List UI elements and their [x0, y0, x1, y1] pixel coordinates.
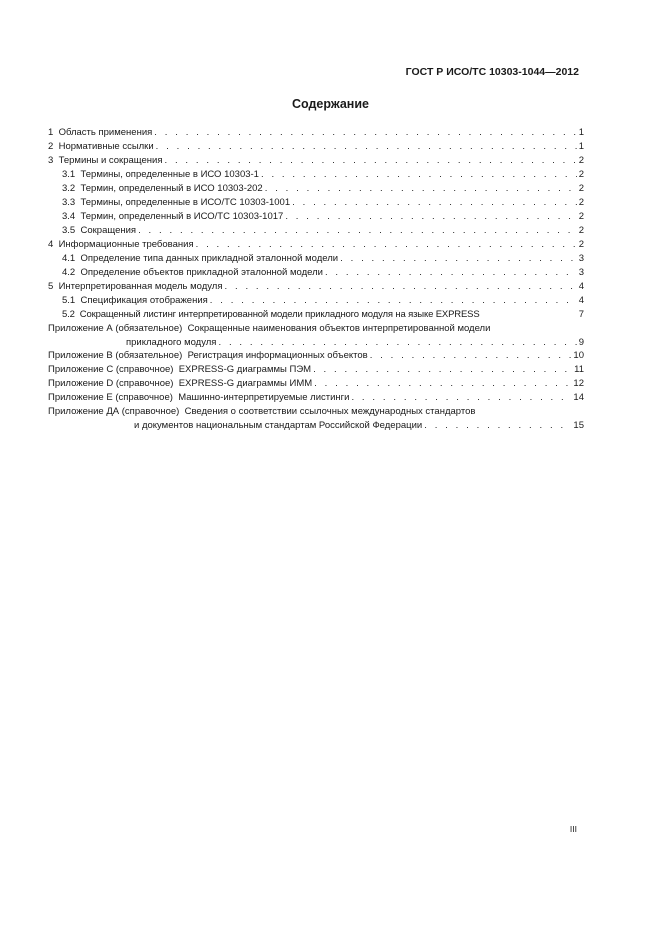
annex-heading: Приложение D (справочное) — [48, 378, 174, 389]
toc-entry-page: 1 — [578, 127, 584, 138]
toc-entry-number: 2 — [48, 141, 54, 152]
toc-entry-title: Термины, определенные в ИСО 10303-1 — [80, 169, 259, 180]
dot-leader — [370, 349, 572, 363]
dot-leader — [225, 280, 577, 294]
toc-entry-title: Термин, определенный в ИСО 10303-202 — [80, 183, 263, 194]
toc-entry-title: Определение объектов прикладной эталонной модели — [80, 267, 323, 278]
dot-leader — [218, 336, 576, 349]
toc-entry-number: 4.1 — [62, 253, 76, 264]
dot-leader — [156, 140, 577, 154]
toc-entry[interactable] — [48, 182, 584, 196]
toc-entry-page: 11 — [574, 364, 584, 375]
dot-leader — [314, 377, 571, 391]
toc-entry-page: 2 — [578, 211, 584, 222]
toc-entry-page: 15 — [573, 420, 584, 431]
toc-entry-page: 2 — [578, 169, 584, 180]
toc-entry-title: Сокращения — [80, 225, 137, 236]
toc-entry-number: 3.3 — [62, 197, 76, 208]
page-title: Содержание — [291, 97, 369, 111]
dot-leader — [164, 154, 576, 168]
toc-entry-page: 4 — [578, 281, 584, 292]
toc-entry-title: Нормативные ссылки — [58, 141, 154, 152]
toc-entry-title: Информационные требования — [58, 239, 194, 250]
toc-entry[interactable] — [48, 168, 584, 182]
annex-heading: Приложение С (справочное) — [48, 364, 174, 375]
toc-entry-page: 2 — [578, 155, 584, 166]
toc-entry-page: 4 — [578, 295, 584, 306]
annex-title: Сведения о соответствии ссылочных международных стандартов — [184, 406, 476, 417]
toc-entry-title: Термин, определенный в ИСО/ТС 10303-1017 — [80, 211, 284, 222]
annex-title: EXPRESS-G диаграммы ПЭМ — [178, 364, 312, 375]
toc-entry-title: Спецификация отображения — [80, 295, 208, 306]
dot-leader — [138, 224, 577, 238]
toc-entry[interactable] — [48, 308, 584, 322]
toc-entry[interactable] — [48, 252, 584, 266]
toc-entry-page: 2 — [578, 239, 584, 250]
toc-entry[interactable] — [48, 140, 584, 154]
annex-title-continued: прикладного модуля — [126, 337, 217, 348]
toc-entry-page: 2 — [578, 197, 584, 208]
dot-leader — [210, 294, 577, 308]
toc-annex-continuation[interactable] — [48, 336, 584, 349]
toc-entry-title: Термины и сокращения — [58, 155, 163, 166]
dot-leader — [351, 391, 571, 405]
toc-entry[interactable] — [48, 238, 584, 252]
toc-entry-title: Термины, определенные в ИСО/ТС 10303-1001 — [80, 197, 291, 208]
annex-title-continued: и документов национальным стандартам Российской Федерации — [134, 420, 423, 431]
toc-entry[interactable] — [48, 280, 584, 294]
toc-entry-page: 2 — [578, 225, 584, 236]
toc-entry-page: 3 — [578, 267, 584, 278]
annex-title: EXPRESS-G диаграммы ИММ — [178, 378, 313, 389]
toc-entry-number: 3.2 — [62, 183, 76, 194]
toc-entry[interactable] — [48, 210, 584, 224]
dot-leader — [196, 238, 577, 252]
toc-entry-page: 9 — [578, 337, 584, 348]
toc-entry-title: Сокращенный листинг интерпретированной модели прикладного модуля на языке EXPRESS — [79, 309, 480, 320]
toc-entry[interactable] — [48, 294, 584, 308]
toc-entry-number: 3.4 — [62, 211, 76, 222]
toc-entry-number: 3 — [48, 155, 54, 166]
dot-leader — [424, 419, 571, 432]
toc-annex-entry[interactable] — [48, 377, 584, 391]
toc-annex-entry[interactable] — [48, 405, 584, 419]
toc-entry-title: Определение типа данных прикладной эталонной модели — [80, 253, 339, 264]
document-code: ГОСТ Р ИСО/ТС 10303-1044—2012 — [405, 66, 579, 78]
toc-annex-entry[interactable] — [48, 363, 584, 377]
toc-entry-page: 3 — [578, 253, 584, 264]
toc-entry-title: Область применения — [58, 127, 153, 138]
dot-leader — [265, 182, 577, 196]
toc-annex-continuation[interactable] — [48, 419, 584, 432]
table-of-contents — [48, 126, 584, 432]
toc-entry-number: 5.2 — [62, 309, 75, 320]
annex-heading: Приложение Е (справочное) — [48, 392, 173, 403]
dot-leader — [340, 252, 577, 266]
toc-entry[interactable] — [48, 196, 584, 210]
toc-entry-number: 5.1 — [62, 295, 76, 306]
toc-entry-number: 3.5 — [62, 225, 76, 236]
dot-leader — [154, 126, 576, 140]
toc-entry[interactable] — [48, 154, 584, 168]
toc-annex-entry[interactable] — [48, 322, 584, 336]
toc-entry-page: 1 — [578, 141, 584, 152]
dot-leader — [261, 168, 577, 182]
toc-entry-page: 10 — [573, 350, 584, 361]
toc-entry-number: 5 — [48, 281, 54, 292]
toc-entry-number: 3.1 — [62, 169, 76, 180]
dot-leader — [313, 363, 572, 377]
annex-heading: Приложение В (обязательное) — [48, 350, 183, 361]
annex-title: Машинно-интерпретируемые листинги — [178, 392, 350, 403]
dot-leader — [285, 210, 576, 224]
toc-entry-page: 14 — [573, 392, 584, 403]
toc-entry-page: 2 — [578, 183, 584, 194]
toc-annex-entry[interactable] — [48, 349, 584, 363]
dot-leader — [325, 266, 577, 280]
dot-leader — [292, 196, 577, 210]
toc-annex-entry[interactable] — [48, 391, 584, 405]
annex-title: Регистрация информационных объектов — [187, 350, 368, 361]
annex-title: Сокращенные наименования объектов интерпретированной модели — [187, 323, 491, 334]
toc-entry-number: 4.2 — [62, 267, 76, 278]
toc-entry[interactable] — [48, 266, 584, 280]
toc-entry-number: 1 — [48, 127, 54, 138]
annex-heading: Приложение А (обязательное) — [48, 323, 183, 334]
annex-heading: Приложение ДА (справочное) — [48, 406, 180, 417]
toc-entry[interactable] — [48, 126, 584, 140]
toc-entry-number: 4 — [48, 239, 54, 250]
page-number: III — [569, 824, 577, 834]
toc-entry-title: Интерпретированная модель модуля — [58, 281, 223, 292]
toc-entry-page: 7 — [578, 309, 584, 320]
toc-entry[interactable] — [48, 224, 584, 238]
toc-entry-page: 12 — [573, 378, 584, 389]
